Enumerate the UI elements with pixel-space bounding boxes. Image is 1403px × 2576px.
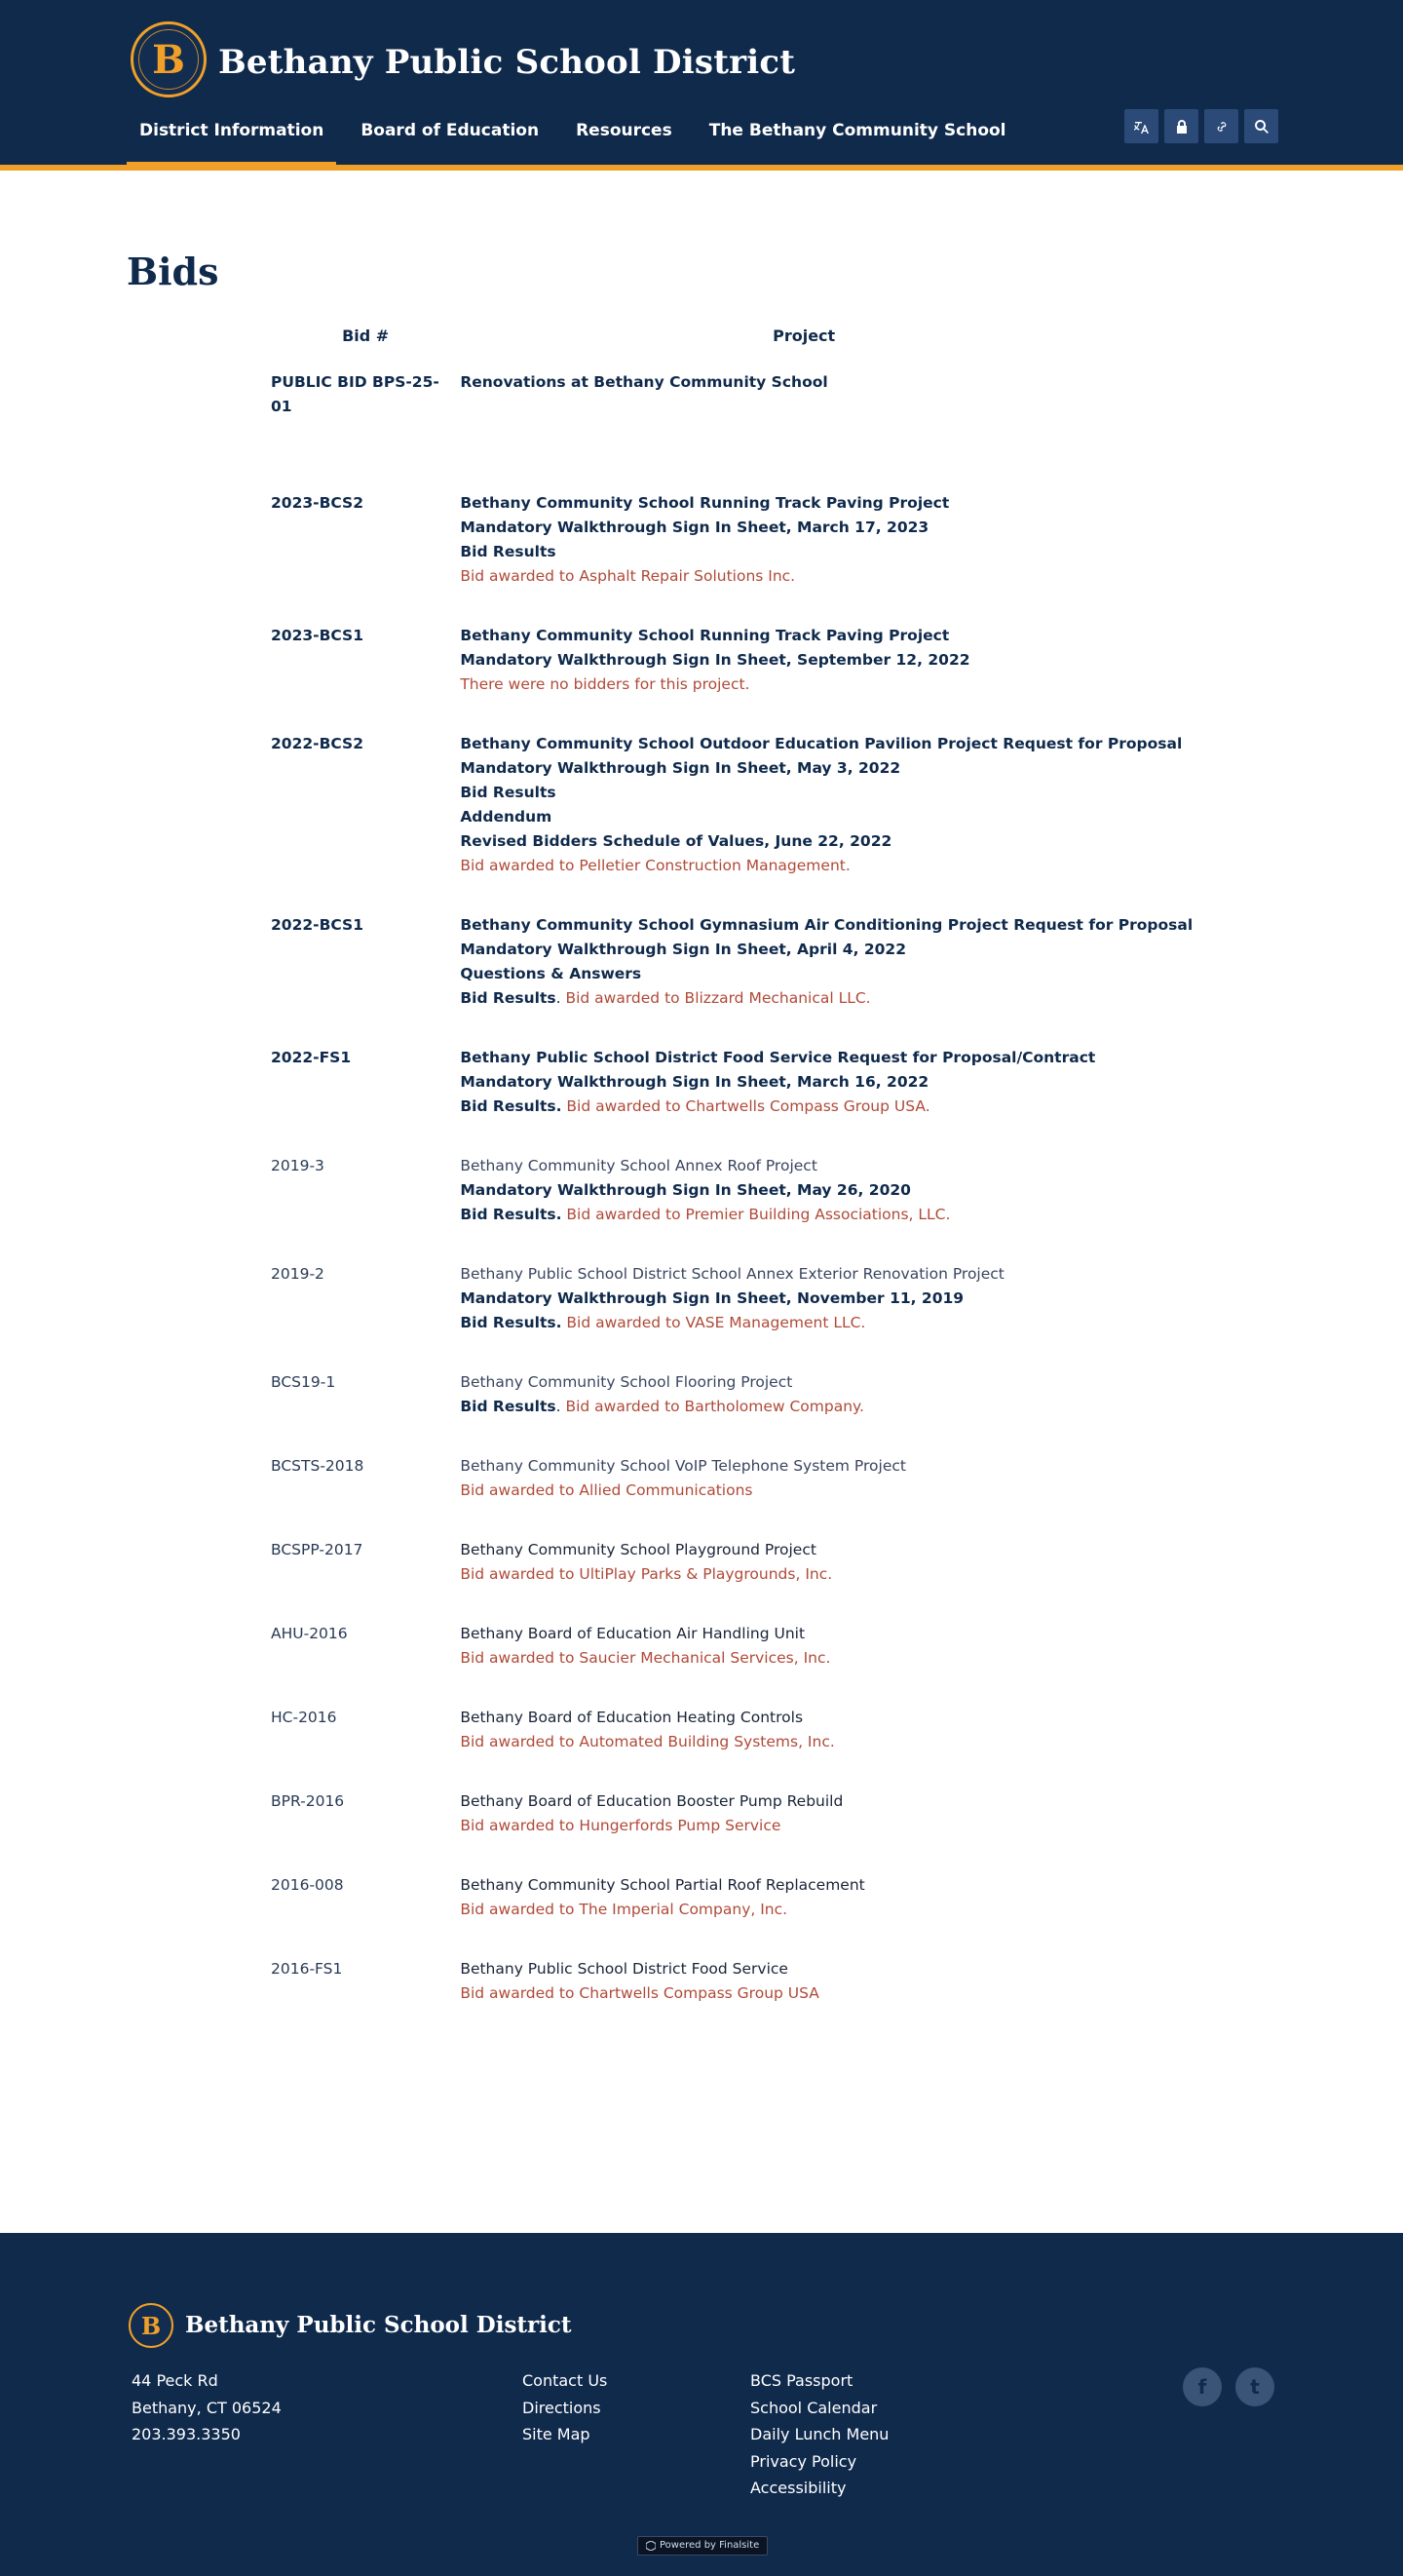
- walkthrough-sheet-link[interactable]: Mandatory Walkthrough Sign In Sheet, September 12, 2022: [460, 651, 970, 669]
- table-row: [271, 1538, 1148, 1622]
- award-text: Bid awarded to Saucier Mechanical Services, Inc.: [460, 1649, 831, 1667]
- results-line: [460, 1095, 1148, 1119]
- project-cell: [460, 491, 1148, 624]
- translate-button[interactable]: [1124, 109, 1158, 143]
- page-title: Bids: [127, 250, 219, 293]
- project-cell: [460, 1706, 1148, 1789]
- award-text: Bid awarded to VASE Management LLC.: [566, 1314, 866, 1331]
- footer-link-bcs-passport[interactable]: BCS Passport: [750, 2371, 853, 2390]
- project-cell: [460, 1454, 1148, 1538]
- project-cell: [460, 1154, 1148, 1262]
- search-button[interactable]: [1244, 109, 1278, 143]
- lock-icon: [1174, 119, 1190, 135]
- award-text: Bid awarded to The Imperial Company, Inc.: [460, 1901, 788, 1918]
- project-name: Bethany Public School District Food Service: [460, 1960, 788, 1978]
- footer-link-site-map[interactable]: Site Map: [522, 2425, 590, 2443]
- bid-number: AHU-2016: [271, 1625, 348, 1642]
- project-link[interactable]: Bethany Community School Running Track Paving Project: [460, 494, 950, 512]
- bid-number: PUBLIC BID BPS-25-01: [271, 373, 439, 415]
- column-header-bid: Bid #: [342, 327, 390, 345]
- project-cell: [460, 1957, 1148, 2041]
- bid-results-link[interactable]: Bid Results.: [460, 1206, 562, 1223]
- table-row: [271, 1873, 1148, 1957]
- table-row: [271, 491, 1148, 624]
- walkthrough-sheet-link[interactable]: Mandatory Walkthrough Sign In Sheet, March 16, 2022: [460, 1073, 929, 1091]
- column-header-project: Project: [773, 327, 836, 345]
- footer-links-secondary: [750, 2367, 889, 2502]
- project-link[interactable]: Bethany Community School Gymnasium Air Conditioning Project Request for Proposal: [460, 916, 1194, 934]
- bid-results-link[interactable]: Bid Results: [460, 784, 556, 801]
- bid-results-link[interactable]: Bid Results.: [460, 1097, 562, 1115]
- table-header-row: [271, 327, 1148, 370]
- project-cell: [460, 913, 1194, 1046]
- powered-by-text: Powered by Finalsite: [660, 2540, 760, 2551]
- bid-number: BCSPP-2017: [271, 1541, 363, 1558]
- results-line: [460, 1203, 1148, 1227]
- bid-results-link[interactable]: Bid Results: [460, 1398, 556, 1415]
- search-icon: [1254, 119, 1270, 135]
- project-name: Bethany Community School Flooring Project: [460, 1373, 793, 1391]
- project-name: Bethany Public School District School Annex Exterior Renovation Project: [460, 1265, 1005, 1283]
- table-row: [271, 1454, 1148, 1538]
- nav-bethany-community-school[interactable]: The Bethany Community School: [708, 121, 1006, 140]
- quick-links-button[interactable]: [1204, 109, 1238, 143]
- project-cell: [460, 1046, 1148, 1154]
- project-cell: [460, 1622, 1148, 1706]
- table-row: [271, 1957, 1148, 2041]
- bid-number: 2023-BCS1: [271, 627, 363, 644]
- bid-number: 2019-2: [271, 1265, 324, 1283]
- award-text: Bid awarded to Premier Building Associations, LLC.: [566, 1206, 951, 1223]
- award-text: Bid awarded to Automated Building Systems, Inc.: [460, 1733, 835, 1750]
- header-tools: [1124, 109, 1278, 143]
- table-row: [271, 370, 1148, 491]
- bid-number: 2019-3: [271, 1157, 324, 1174]
- footer-address: [132, 2367, 282, 2448]
- site-title[interactable]: Bethany Public School District: [218, 43, 796, 82]
- powered-by-badge[interactable]: [637, 2536, 768, 2556]
- footer-title: Bethany Public School District: [185, 2312, 572, 2338]
- link-icon: [1214, 119, 1230, 135]
- bid-results-link[interactable]: Bid Results.: [460, 1314, 562, 1331]
- award-text: Bid awarded to UltiPlay Parks & Playgrounds, Inc.: [460, 1565, 833, 1583]
- separator: .: [555, 1398, 566, 1415]
- social-links: [1183, 2367, 1274, 2406]
- logo-letter: B: [138, 29, 199, 90]
- footer-logo[interactable]: B: [129, 2303, 173, 2348]
- main-nav: [127, 115, 1031, 166]
- award-text: Bid awarded to Allied Communications: [460, 1481, 753, 1499]
- table-row: [271, 1154, 1148, 1262]
- bid-number: BCS19-1: [271, 1373, 336, 1391]
- walkthrough-sheet-link[interactable]: Mandatory Walkthrough Sign In Sheet, November 11, 2019: [460, 1289, 965, 1307]
- project-cell: [460, 1873, 1148, 1957]
- walkthrough-sheet-link[interactable]: Mandatory Walkthrough Sign In Sheet, April 4, 2022: [460, 941, 906, 958]
- site-footer: [0, 2233, 1403, 2576]
- questions-answers-link[interactable]: Questions & Answers: [460, 965, 642, 982]
- bid-results-link[interactable]: Bid Results: [460, 543, 556, 560]
- footer-link-directions[interactable]: Directions: [522, 2398, 601, 2417]
- project-cell: [460, 1370, 1148, 1454]
- project-link[interactable]: Bethany Public School District Food Service Request for Proposal/Contract: [460, 1049, 1096, 1066]
- address-city: Bethany, CT 06524: [132, 2398, 282, 2417]
- award-text: Bid awarded to Asphalt Repair Solutions Inc.: [460, 567, 796, 585]
- project-cell: [460, 624, 1148, 732]
- separator: .: [555, 989, 566, 1007]
- table-row: [271, 1622, 1148, 1706]
- award-text: There were no bidders for this project.: [460, 675, 750, 693]
- results-line: [460, 1395, 1148, 1419]
- project-link[interactable]: Bethany Community School Outdoor Education Pavilion Project Request for Proposal: [460, 735, 1183, 752]
- nav-resources[interactable]: Resources: [576, 121, 672, 140]
- address-street: 44 Peck Rd: [132, 2371, 218, 2390]
- table-row: [271, 913, 1148, 1046]
- bid-results-link[interactable]: Bid Results: [460, 989, 556, 1007]
- walkthrough-sheet-link[interactable]: Mandatory Walkthrough Sign In Sheet, May 26, 2020: [460, 1181, 911, 1199]
- bid-number: 2022-BCS2: [271, 735, 363, 752]
- addendum-link[interactable]: Addendum: [460, 808, 552, 826]
- project-link[interactable]: Renovations at Bethany Community School: [460, 373, 828, 391]
- table-row: [271, 1262, 1148, 1370]
- award-text: Bid awarded to Hungerfords Pump Service: [460, 1817, 781, 1834]
- footer-link-lunch-menu[interactable]: Daily Lunch Menu: [750, 2425, 890, 2443]
- project-name: Bethany Board of Education Booster Pump Rebuild: [460, 1792, 844, 1810]
- footer-links-primary: [522, 2367, 607, 2448]
- nav-board-of-education[interactable]: Board of Education: [360, 121, 540, 140]
- project-name: Bethany Community School VoIP Telephone System Project: [460, 1457, 906, 1475]
- twitter-icon[interactable]: t: [1235, 2367, 1274, 2406]
- footer-link-contact-us[interactable]: Contact Us: [522, 2371, 608, 2390]
- results-line: [460, 986, 1148, 1011]
- translate-icon: [1134, 119, 1150, 135]
- project-name: Bethany Community School Annex Roof Project: [460, 1157, 817, 1174]
- bid-number: BCSTS-2018: [271, 1457, 364, 1475]
- bid-number: HC-2016: [271, 1709, 337, 1726]
- table-row: [271, 1789, 1148, 1873]
- award-text: Bid awarded to Bartholomew Company.: [565, 1398, 864, 1415]
- project-cell: [460, 1789, 1148, 1873]
- project-cell: [460, 1262, 1148, 1370]
- footer-link-school-calendar[interactable]: School Calendar: [750, 2398, 878, 2417]
- project-name: Bethany Board of Education Air Handling Unit: [460, 1625, 806, 1642]
- bid-number: 2022-BCS1: [271, 916, 363, 934]
- site-header: [0, 0, 1403, 166]
- district-logo[interactable]: [131, 21, 207, 97]
- award-text: Bid awarded to Chartwells Compass Group USA.: [566, 1097, 930, 1115]
- finalsite-icon: [646, 2541, 656, 2551]
- project-cell: [460, 732, 1183, 913]
- nav-district-information[interactable]: District Information: [127, 115, 336, 166]
- walkthrough-sheet-link[interactable]: Mandatory Walkthrough Sign In Sheet, March 17, 2023: [460, 519, 929, 536]
- header-accent-stripe: [0, 165, 1403, 171]
- table-row: [271, 1046, 1148, 1154]
- project-cell: [460, 370, 1148, 491]
- footer-link-privacy-policy[interactable]: Privacy Policy: [750, 2451, 857, 2471]
- schedule-of-values-link[interactable]: Revised Bidders Schedule of Values, June 22, 2022: [460, 832, 892, 850]
- table-row: [271, 1370, 1148, 1454]
- bid-number: 2022-FS1: [271, 1049, 352, 1066]
- project-link[interactable]: Bethany Community School Running Track Paving Project: [460, 627, 950, 644]
- project-name: Bethany Community School Playground Project: [460, 1541, 816, 1558]
- bid-number: 2016-FS1: [271, 1960, 343, 1978]
- bid-number: 2016-008: [271, 1876, 344, 1894]
- address-phone: 203.393.3350: [132, 2425, 241, 2443]
- project-cell: [460, 1538, 1148, 1622]
- table-row: [271, 1706, 1148, 1789]
- bids-table: [271, 327, 1194, 2041]
- award-text: Bid awarded to Blizzard Mechanical LLC.: [565, 989, 871, 1007]
- project-name: Bethany Board of Education Heating Controls: [460, 1709, 804, 1726]
- footer-link-accessibility[interactable]: Accessibility: [750, 2479, 847, 2497]
- award-text: Bid awarded to Pelletier Construction Management.: [460, 857, 851, 874]
- bid-number: 2023-BCS2: [271, 494, 363, 512]
- project-name: Bethany Community School Partial Roof Replacement: [460, 1876, 865, 1894]
- results-line: [460, 1311, 1148, 1335]
- award-text: Bid awarded to Chartwells Compass Group USA: [460, 1984, 819, 2002]
- bid-number: BPR-2016: [271, 1792, 345, 1810]
- facebook-icon[interactable]: f: [1183, 2367, 1222, 2406]
- table-row: [271, 624, 1148, 732]
- walkthrough-sheet-link[interactable]: Mandatory Walkthrough Sign In Sheet, May 3, 2022: [460, 759, 901, 777]
- table-row: [271, 732, 1148, 913]
- login-button[interactable]: [1164, 109, 1198, 143]
